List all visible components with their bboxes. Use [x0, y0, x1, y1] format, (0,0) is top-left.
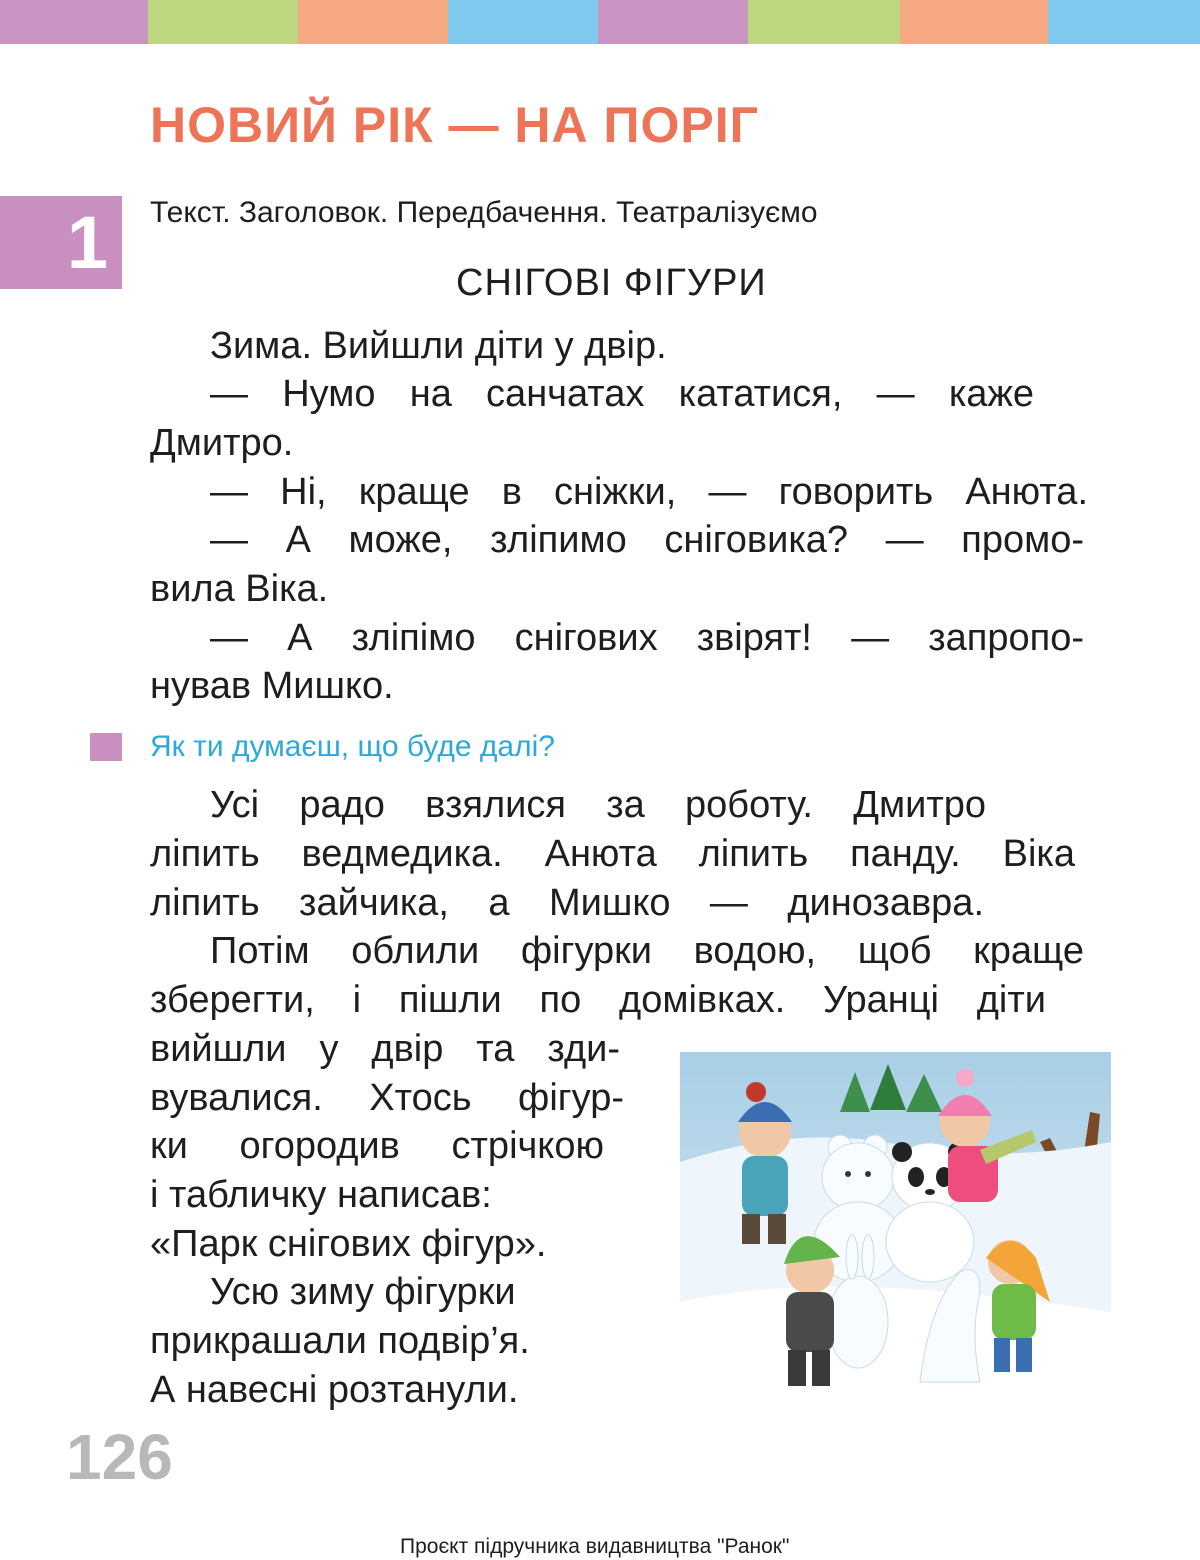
prediction-question: Як ти думаєш, що буде далі? [150, 730, 555, 763]
color-stripe [598, 0, 748, 44]
snow-figures-illustration [680, 1052, 1111, 1412]
story-line: Зима. Вийшли діти у двір. [210, 325, 667, 367]
story-line: — Ні, краще в сніжки, — говорить Анюта. [210, 471, 1088, 513]
lesson-topics: Текст. Заголовок. Передбачення. Театралізуємо [150, 196, 818, 229]
page-title: НОВИЙ РІК — НА ПОРІГ [150, 97, 759, 153]
color-stripe [900, 0, 1048, 44]
color-stripe [0, 0, 148, 44]
color-stripe [748, 0, 900, 44]
publisher-footer: Проєкт підручника видавництва "Ранок" [400, 1535, 790, 1558]
story-line: Усі радо взялися за роботу. Дмитро [210, 784, 986, 826]
children-making-snow-figures-illustration [680, 1052, 1111, 1412]
page-number: 126 [66, 1421, 173, 1493]
story-line: Усю зиму фігурки [210, 1271, 516, 1313]
story-line: вийшли у двір та зди- [150, 1028, 620, 1070]
story-line: ліпить зайчика, а Мишко — динозавра. [150, 882, 984, 924]
story-line: вила Віка. [150, 568, 329, 610]
lesson-number-badge: 1 [0, 196, 122, 289]
story-line: — А може, зліпимо сніговика? — промо- [210, 519, 1084, 561]
story-line: нував Мишко. [150, 665, 394, 707]
story-line: «Парк снігових фігур». [150, 1223, 547, 1265]
top-color-bar [0, 0, 1200, 44]
story-line: — Нумо на санчатах кататися, — каже [210, 373, 1034, 415]
story-line: прикрашали подвір’я. [150, 1320, 530, 1362]
story-line: і табличку написав: [150, 1174, 492, 1216]
story-line: Потім облили фігурки водою, щоб краще [210, 930, 1084, 972]
story-line: ки огородив стрічкою [150, 1125, 604, 1167]
story-title: СНІГОВІ ФІГУРИ [456, 262, 767, 304]
question-marker [90, 733, 122, 761]
color-stripe [298, 0, 448, 44]
story-line: ліпить ведмедика. Анюта ліпить панду. Віка [150, 833, 1075, 875]
color-stripe [148, 0, 298, 44]
color-stripe [448, 0, 598, 44]
story-line: вувалися. Хтось фігур- [150, 1077, 624, 1119]
story-line: — А зліпімо снігових звірят! — запропо- [210, 617, 1084, 659]
color-stripe [1048, 0, 1200, 44]
story-line: Дмитро. [150, 422, 294, 464]
story-line: зберегти, і пішли по домівках. Уранці діти [150, 979, 1046, 1021]
story-line: А навесні розтанули. [150, 1369, 519, 1411]
